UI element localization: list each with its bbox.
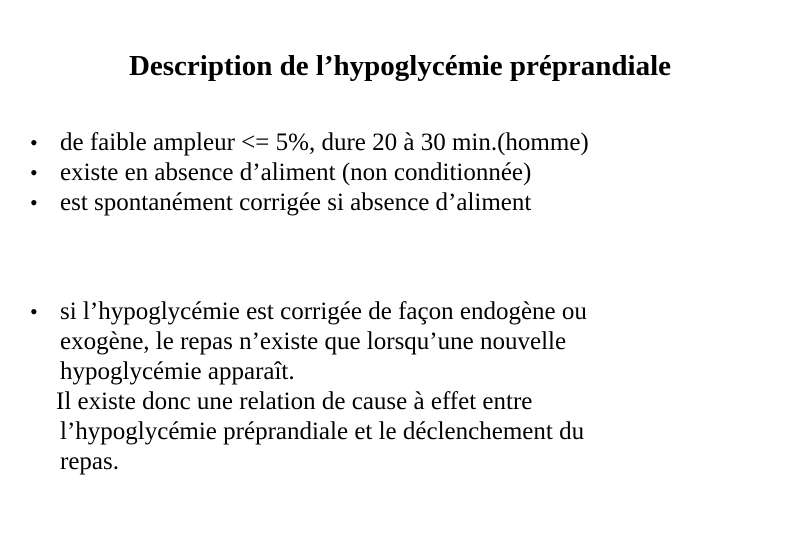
bullet-item xyxy=(30,128,810,158)
bullet-text: de faible ampleur <= 5%, dure 20 à 30 min.(homme) xyxy=(60,129,589,156)
continuation-text-line: repas. xyxy=(60,448,119,475)
bullet-list-second xyxy=(30,297,790,477)
bullet-text: est spontanément corrigée si absence d’aliment xyxy=(60,189,532,216)
bullet-dot-icon: • xyxy=(30,130,38,155)
slide-title: Description de l’hypoglycémie préprandiale xyxy=(128,50,672,82)
bullet-text-line: exogène, le repas n’existe que lorsqu’une nouvelle xyxy=(60,328,567,355)
bullet-text: existe en absence d’aliment (non conditionnée) xyxy=(60,159,532,186)
bullet-item xyxy=(30,188,810,218)
bullet-text-line: si l’hypoglycémie est corrigée de façon endogène ou xyxy=(60,298,587,325)
bullet-text-line: hypoglycémie apparaît. xyxy=(60,358,295,385)
continuation-text-line: Il existe donc une relation de cause à effet entre xyxy=(56,388,533,415)
continuation-text-line: l’hypoglycémie préprandiale et le déclenchement du xyxy=(60,418,585,445)
bullet-dot-icon: • xyxy=(30,299,38,324)
bullet-dot-icon: • xyxy=(30,160,38,185)
bullet-item-long xyxy=(30,297,790,477)
bullet-list xyxy=(30,128,810,218)
bullet-dot-icon: • xyxy=(30,190,38,215)
bullet-item xyxy=(30,158,810,188)
